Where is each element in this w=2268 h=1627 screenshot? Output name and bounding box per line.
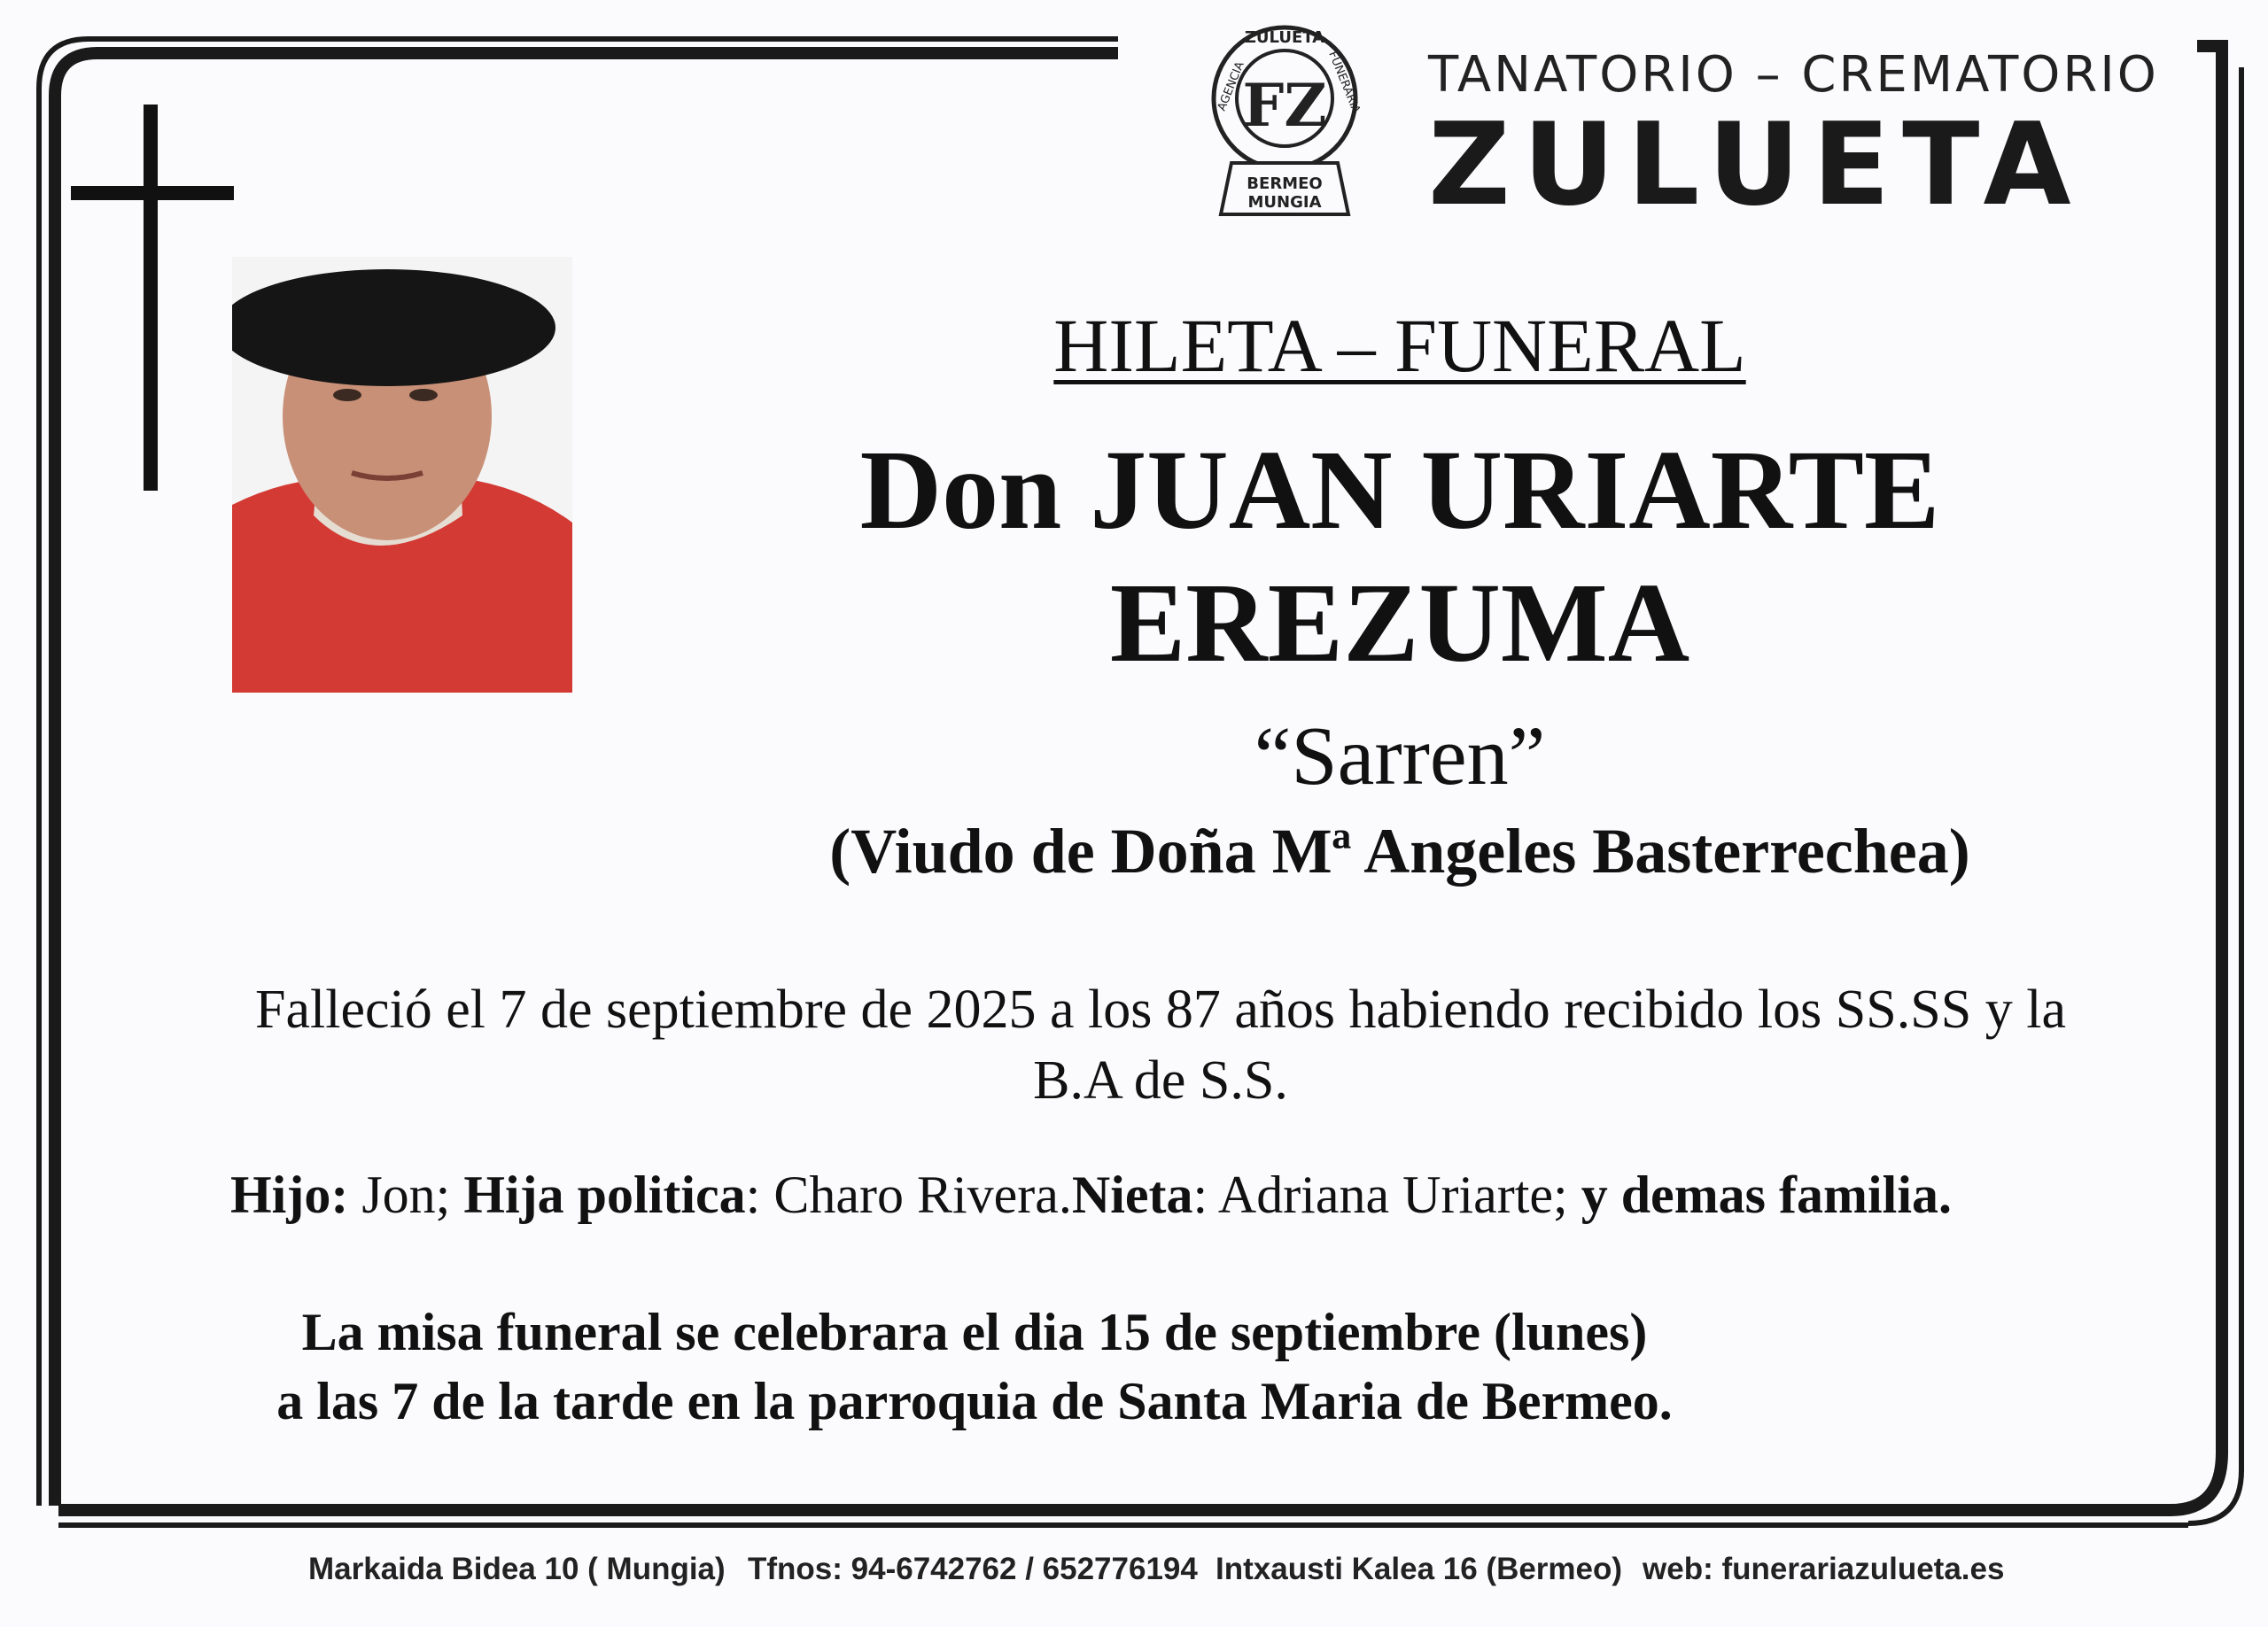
family-line — [230, 1165, 2144, 1226]
footer-phones: Tfnos: 94-6742762 / 652776194 — [748, 1552, 1198, 1586]
footer-address-mungia: Markaida Bidea 10 ( Mungia) — [308, 1552, 726, 1586]
funeral-home-logo — [1207, 14, 1363, 218]
portrait-photo — [232, 257, 572, 693]
mass-line2: a las 7 de la tarde en la parroquia de Santa Maria de Bermeo. — [276, 1372, 1673, 1430]
rest-of-family: y demas familia. — [1581, 1166, 1952, 1224]
widower-note: (Viudo de Doña Mª Angeles Basterrechea) — [829, 816, 1970, 887]
logo-monogram: FZ — [1242, 71, 1327, 140]
daughter-in-law-label: Hija politica — [463, 1166, 746, 1224]
brand-subtitle: TANATORIO – CREMATORIO — [1428, 46, 2159, 104]
son-name: Jon; — [348, 1166, 464, 1224]
deceased-name-line1: Don JUAN URIARTE — [859, 427, 1940, 553]
brand-name: ZULUETA — [1428, 99, 2084, 231]
death-statement-line2: B.A de S.S. — [1033, 1050, 1288, 1111]
cross-icon — [71, 105, 234, 491]
logo-text-agencia: AGENCIA — [1215, 59, 1247, 113]
death-statement-line1: Falleció el 7 de septiembre de 2025 a los 87 años habiendo recibido los SS.SS y la — [255, 980, 2066, 1040]
deceased-name-line2: EREZUMA — [1109, 560, 1690, 686]
notice-title: HILETA – FUNERAL — [1053, 303, 1746, 388]
deceased-nickname: “Sarren” — [1254, 710, 1546, 802]
footer-website: web: funerariazulueta.es — [1643, 1552, 2005, 1586]
logo-text-mungia: MUNGIA — [1247, 193, 1322, 212]
logo-text-zulueta: ZULUETA — [1244, 28, 1325, 47]
logo-text-bermeo: BERMEO — [1247, 174, 1323, 193]
logo-text-funeraria: FUNERARIA — [1325, 49, 1363, 116]
daughter-in-law-name: : Charo Rivera. — [745, 1166, 1072, 1224]
granddaughter-label: Nieta — [1071, 1166, 1193, 1224]
footer-address-bermeo: Intxausti Kalea 16 (Bermeo) — [1216, 1552, 1623, 1586]
son-label: Hijo: — [230, 1166, 349, 1224]
mass-line1: La misa funeral se celebrara el dia 15 de septiembre (lunes) — [301, 1303, 1648, 1361]
granddaughter-name: : Adriana Uriarte; — [1192, 1166, 1581, 1224]
